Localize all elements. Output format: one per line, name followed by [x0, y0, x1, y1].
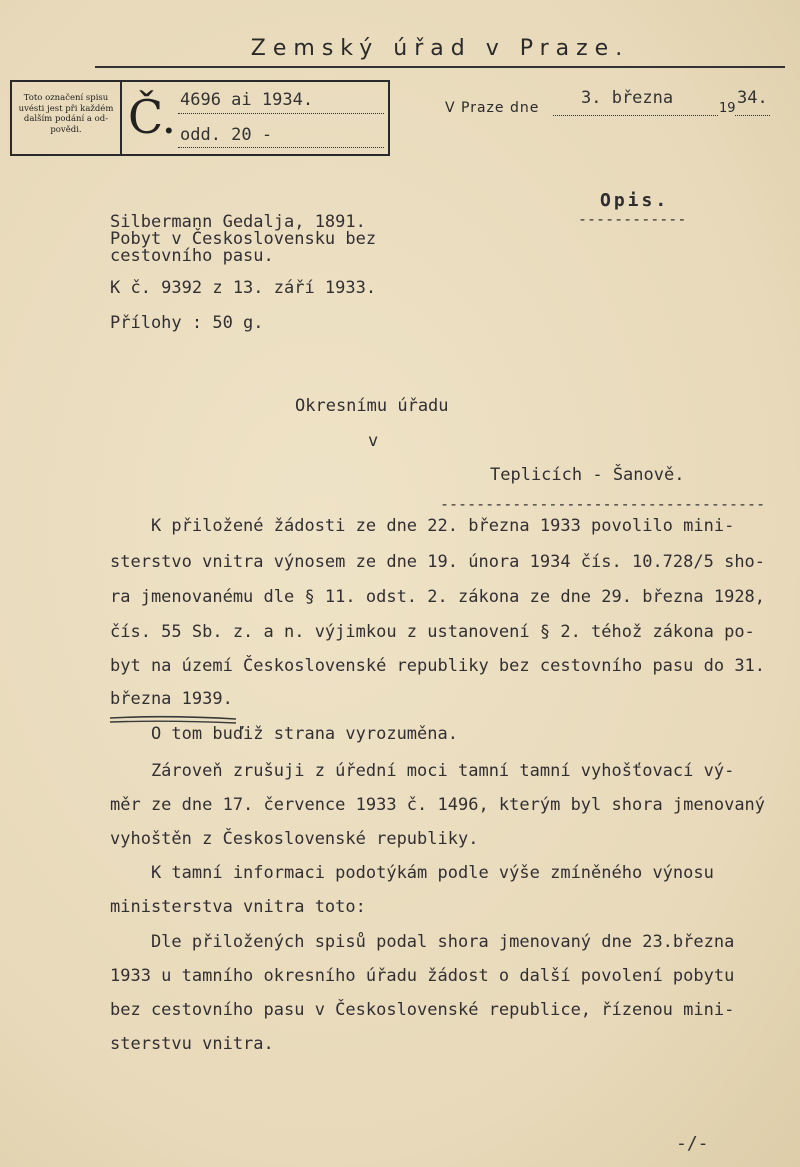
body-line: O tom buďiž strana vyrozuměna. [110, 724, 458, 744]
date-line [445, 88, 770, 118]
reference-dotline [178, 113, 384, 114]
attachments-line: Přílohy : 50 g. [110, 313, 264, 333]
date-dotline [553, 115, 718, 116]
recipient-place: Teplicích - Šanově. [490, 465, 685, 485]
date-year: 34. [737, 88, 768, 108]
department-dotline [178, 147, 384, 148]
subject-line: cestovního pasu. [110, 246, 274, 266]
subject-reference-line: K č. 9392 z 13. září 1933. [110, 278, 377, 298]
body-line: čís. 55 Sb. z. a n. výjimkou z ustanovení § 2. téhož zákona po- [110, 622, 755, 642]
body-line: 1933 u tamního okresního úřadu žádost o další povolení pobytu [110, 966, 735, 986]
recipient-office: Okresnímu úřadu [295, 396, 449, 416]
copy-mark: Opis. [600, 190, 670, 211]
body-line: sterstvo vnitra výnosem ze dne 19. února 1934 čís. 10.728/5 sho- [110, 552, 766, 572]
recipient-rule: ------------------------------------ [440, 495, 766, 513]
note-line: uvésti jest při každém [18, 103, 114, 114]
body-line: Zároveň zrušuji z úřední moci tamní tamní vyhošťovací vý- [110, 761, 735, 781]
date-prefix: V Praze dne [445, 100, 540, 116]
reference-letter: Č. [128, 90, 177, 144]
masthead-rule [95, 66, 785, 68]
subject-line: Silbermann Gedalja, 1891. [110, 212, 366, 232]
reference-number: 4696 ai 1934. [180, 90, 314, 110]
note-line: povědi. [50, 124, 82, 135]
subject-line: Pobyt v Československu bez [110, 229, 377, 249]
body-line: bez cestovního pasu v Československé republice, řízenou mini- [110, 1000, 735, 1020]
date-day: 3. března [581, 88, 674, 108]
body-line: března 1939. [110, 689, 233, 709]
reference-stamp-box [10, 80, 390, 156]
body-line: měr ze dne 17. července 1933 č. 1496, kterým byl shora jmenovaný [110, 795, 766, 815]
note-line: dalším podání a od- [23, 114, 109, 124]
recipient-preposition: v [368, 431, 379, 451]
body-line: sterstvu vnitra. [110, 1034, 274, 1054]
body-line: byt na území Československé republiky bez cestovního pasu do 31. [110, 656, 766, 676]
body-line: K tamní informaci podotýkám podle výše zmíněného výnosu [110, 863, 714, 883]
year-dotline [735, 115, 770, 116]
office-masthead: Zemský úřad v Praze. [250, 36, 630, 61]
body-line: ministerstva vnitra toto: [110, 897, 366, 917]
body-line: vyhoštěn z Československé republiky. [110, 829, 479, 849]
reference-department: odd. 20 - [180, 125, 273, 145]
reference-instruction-note [12, 82, 122, 154]
body-line: Dle přiložených spisů podal shora jmenovaný dne 23.března [110, 932, 735, 952]
copy-mark-rule: ------------ [578, 210, 687, 228]
page-number: -/- [676, 1133, 709, 1154]
date-century: 19 [719, 101, 736, 116]
note-line: Toto označení spisu [23, 93, 109, 103]
body-line: K přiložené žádosti ze dne 22. března 1933 povolilo mini- [110, 516, 735, 536]
body-line: ra jmenovanému dle § 11. odst. 2. zákona ze dne 29. března 1928, [110, 587, 766, 607]
